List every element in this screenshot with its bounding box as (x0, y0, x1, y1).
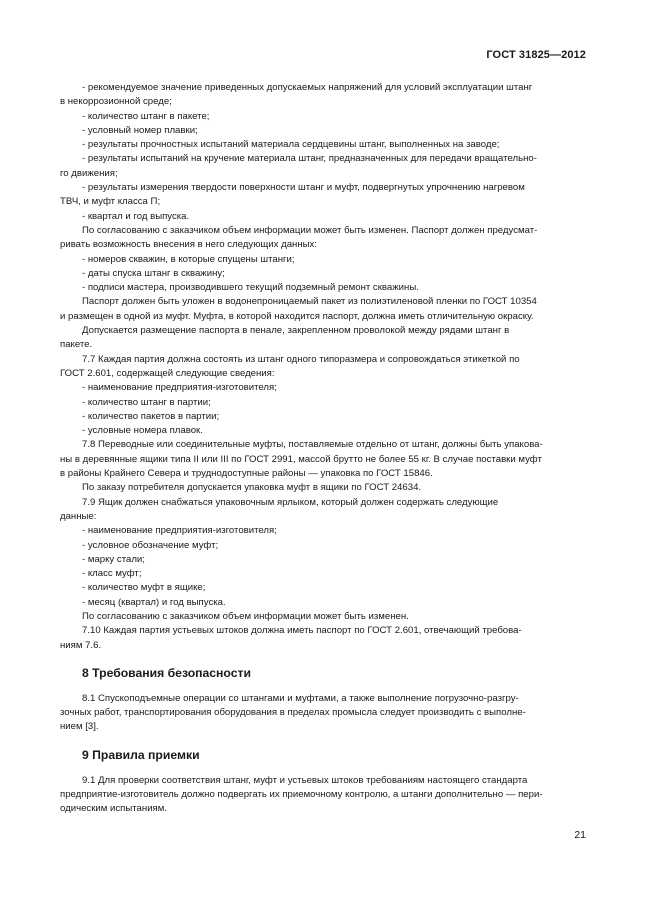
document-body (60, 81, 589, 817)
text-line: По согласованию с заказчиком объем информации может быть изменен. (82, 610, 409, 622)
text-line: Паспорт должен быть уложен в водонепроницаемый пакет из полиэтиленовой пленки по ГОСТ 10354 (82, 296, 537, 308)
text-line: ГОСТ 2.601, содержащей следующие сведения: (60, 367, 275, 379)
text-line: одическим испытаниям. (60, 803, 168, 815)
text-line: - количество пакетов в партии; (82, 410, 220, 422)
text-line: 7.10 Каждая партия устьевых штоков должна иметь паспорт по ГОСТ 2.601, отвечающий требова- (82, 625, 522, 637)
section-heading: 8 Требования безопасности (82, 665, 251, 680)
text-line: По заказу потребителя допускается упаковка муфт в ящики по ГОСТ 24634. (82, 482, 422, 494)
text-line: - условное обозначение муфт; (82, 539, 219, 551)
text-line: - наименование предприятия-изготовителя; (82, 525, 277, 537)
text-line: - номеров скважин, в которые спущены штанги; (82, 253, 295, 265)
text-line: - наименование предприятия-изготовителя; (82, 382, 277, 394)
text-line: ны в деревянные ящики типа II или III по ГОСТ 2991, массой брутто не более 55 кг. В случае поставки муфт (60, 453, 542, 465)
text-line: го движения; (60, 167, 118, 179)
text-line: зочных работ, транспортирования оборудования в пределах промысла следует производить с выполне- (60, 707, 526, 719)
text-line: Допускается размещение паспорта в пенале, закрепленном проволокой между рядами штанг в (82, 325, 510, 337)
text-line: - подписи мастера, производившего текущий подземный ремонт скважины. (82, 282, 419, 294)
text-line: - месяц (квартал) и год выпуска. (82, 596, 226, 608)
text-line: - класс муфт; (82, 568, 142, 580)
text-line: - результаты испытаний на кручение материала штанг, предназначенных для передачи вращательно- (82, 153, 537, 165)
text-line: - количество муфт в ящике; (82, 582, 206, 594)
text-line: ривать возможность внесения в него следующих данных: (60, 239, 317, 251)
text-line: 9.1 Для проверки соответствия штанг, муфт и устьевых штоков требованиям настоящего стандарта (82, 774, 528, 786)
text-line: - условные номера плавок. (82, 425, 203, 437)
text-line: 7.8 Переводные или соединительные муфты, поставляемые отдельно от штанг, должны быть упакова- (82, 439, 543, 451)
text-line: - рекомендуемое значение приведенных допускаемых напряжений для условий эксплуатации штанг (82, 82, 533, 93)
text-line: предприятие-изготовитель должно подвергать их приемочному контролю, а штанги дополнительно — пери- (60, 789, 543, 801)
text-line: 7.9 Ящик должен снабжаться упаковочным ярлыком, который должен содержать следующие (82, 496, 499, 508)
text-line: в некоррозионной среде; (60, 96, 172, 108)
standard-header: ГОСТ 31825—2012 (486, 49, 586, 61)
text-line: - марку стали; (82, 553, 145, 565)
page-number: 21 (574, 829, 586, 841)
text-line: ниям 7.6. (60, 639, 102, 651)
text-line: - даты спуска штанг в скважину; (82, 267, 225, 279)
text-line: и размещен в одной из муфт. Муфта, в которой находится паспорт, должна иметь отличительную окраску. (60, 310, 534, 322)
text-line: - количество штанг в партии; (82, 396, 211, 408)
text-line: - результаты прочностных испытаний материала сердцевины штанг, выполненных на заводе; (82, 139, 500, 151)
text-line: в районы Крайнего Севера и труднодоступные районы — упаковка по ГОСТ 15846. (60, 468, 433, 480)
text-line: нием [3]. (60, 721, 99, 733)
text-line: 7.7 Каждая партия должна состоять из штанг одного типоразмера и сопровождаться этикеткой по (82, 353, 520, 365)
text-line: - условный номер плавки; (82, 124, 198, 136)
text-line: - квартал и год выпуска. (82, 210, 190, 222)
text-line: 8.1 Спускоподъемные операции со штангами и муфтами, а также выполнение погрузочно-разгру- (82, 692, 519, 704)
section-heading: 9 Правила приемки (82, 747, 200, 762)
text-line: - количество штанг в пакете; (82, 110, 210, 122)
text-line: - результаты измерения твердости поверхности штанг и муфт, подвергнутых упрочнению нагревом (82, 182, 525, 194)
text-line: По согласованию с заказчиком объем информации может быть изменен. Паспорт должен предусмат- (82, 224, 538, 236)
text-line: ТВЧ, и муфт класса П; (60, 196, 161, 208)
text-line: данные: (60, 510, 97, 522)
text-line: пакете. (60, 339, 93, 351)
